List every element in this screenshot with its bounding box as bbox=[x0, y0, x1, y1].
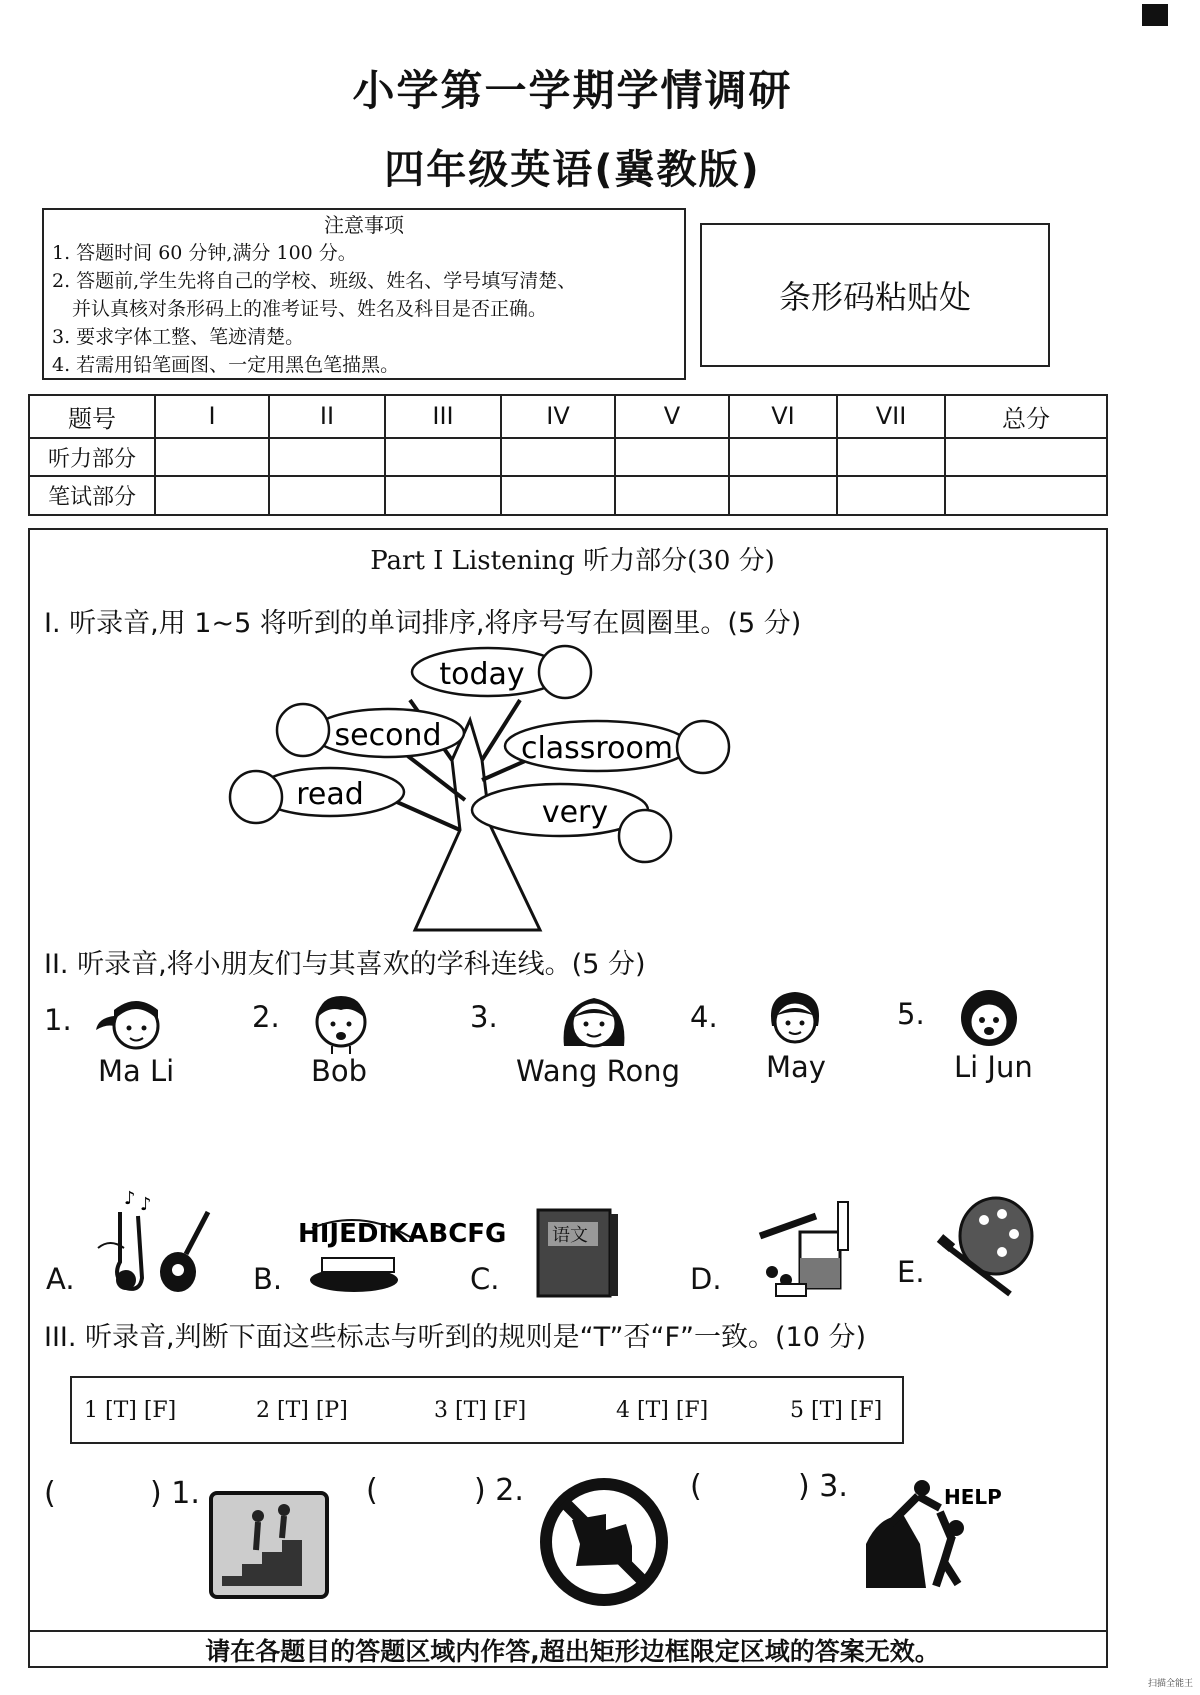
option-label: D. bbox=[690, 1262, 722, 1296]
letters-text: HIJEDIKABCFG bbox=[298, 1219, 507, 1249]
answer-circle[interactable] bbox=[277, 704, 329, 756]
score-header: III bbox=[385, 395, 501, 438]
tf-answer-option[interactable]: 3 [T] [F] bbox=[434, 1398, 527, 1423]
score-header: II bbox=[269, 395, 385, 438]
barcode-area bbox=[700, 223, 1050, 367]
notice-box bbox=[42, 208, 686, 380]
answer-circle[interactable] bbox=[677, 721, 729, 773]
kid-face-icon bbox=[556, 990, 632, 1056]
answer-item-label: ) 3. bbox=[798, 1469, 848, 1504]
score-cell[interactable] bbox=[385, 476, 501, 515]
no-stepping-sign-icon bbox=[536, 1474, 672, 1610]
score-header: I bbox=[155, 395, 269, 438]
question-1-prompt: I. 听录音,用 1~5 将听到的单词排序,将序号写在圆圈里。(5 分) bbox=[44, 608, 802, 639]
score-header: IV bbox=[501, 395, 615, 438]
art-palette-icon bbox=[938, 1190, 1038, 1300]
kid-face-icon bbox=[306, 990, 376, 1056]
word-second: second bbox=[334, 718, 442, 753]
english-letters-icon bbox=[292, 1188, 507, 1300]
footer-note: 请在各题目的答题区域内作答,超出矩形边框限定区域的答案无效。 bbox=[205, 1637, 940, 1666]
kid-name: Bob bbox=[311, 1054, 368, 1088]
score-cell[interactable] bbox=[269, 476, 385, 515]
answer-paren-open[interactable]: ( bbox=[44, 1476, 56, 1511]
score-header: VI bbox=[729, 395, 837, 438]
science-equipment-icon bbox=[756, 1196, 860, 1300]
score-header: VII bbox=[837, 395, 945, 438]
score-row-label: 听力部分 bbox=[29, 438, 155, 477]
score-header: 总分 bbox=[945, 395, 1107, 438]
kid-name: Ma Li bbox=[98, 1054, 175, 1088]
score-cell[interactable] bbox=[945, 476, 1107, 515]
page-subtitle: 四年级英语(冀教版) bbox=[384, 147, 761, 193]
page-title: 小学第一学期学情调研 bbox=[352, 66, 793, 115]
score-cell[interactable] bbox=[615, 476, 729, 515]
score-table bbox=[28, 394, 1108, 516]
kid-name: Wang Rong bbox=[516, 1054, 680, 1088]
score-cell[interactable] bbox=[269, 438, 385, 477]
kid-name: Li Jun bbox=[954, 1050, 1033, 1084]
kid-name: May bbox=[766, 1050, 826, 1084]
answer-item-label: ) 2. bbox=[474, 1473, 524, 1508]
answer-item-label: ) 1. bbox=[150, 1476, 200, 1511]
kid-number: 5. bbox=[897, 997, 925, 1031]
notice-item: 4. 若需用铅笔画图、一定用黑色笔描黑。 bbox=[52, 354, 400, 376]
score-cell[interactable] bbox=[837, 476, 945, 515]
score-cell[interactable] bbox=[155, 438, 269, 477]
score-cell[interactable] bbox=[501, 438, 615, 477]
kid-face-icon bbox=[760, 986, 830, 1052]
tf-answer-option[interactable]: 1 [T] [F] bbox=[84, 1398, 177, 1423]
score-header: 题号 bbox=[29, 395, 155, 438]
word-read: read bbox=[296, 777, 364, 812]
notice-item: 2. 答题前,学生先将自己的学校、班级、姓名、学号填写清楚、 bbox=[52, 270, 577, 292]
notice-item: 1. 答题时间 60 分钟,满分 100 分。 bbox=[52, 242, 357, 264]
tf-answer-option[interactable]: 5 [T] [F] bbox=[790, 1398, 883, 1423]
score-row-label: 笔试部分 bbox=[29, 476, 155, 515]
music-icon bbox=[90, 1188, 220, 1302]
score-cell[interactable] bbox=[837, 438, 945, 477]
answer-circle[interactable] bbox=[619, 810, 671, 862]
help-climbing-sign-icon bbox=[860, 1474, 1002, 1594]
svg-text:♪: ♪ bbox=[140, 1194, 152, 1215]
word-very: very bbox=[541, 795, 609, 830]
book-label: 语文 bbox=[552, 1225, 588, 1246]
help-label: HELP bbox=[944, 1485, 1002, 1509]
option-label: A. bbox=[46, 1262, 75, 1296]
answer-paren-open[interactable]: ( bbox=[690, 1469, 702, 1504]
option-label: B. bbox=[253, 1262, 283, 1296]
kid-number: 1. bbox=[44, 1003, 72, 1037]
notice-item: 并认真核对条形码上的准考证号、姓名及科目是否正确。 bbox=[72, 298, 548, 320]
svg-text:♪: ♪ bbox=[124, 1188, 136, 1209]
kid-number: 3. bbox=[470, 1000, 498, 1034]
score-cell[interactable] bbox=[729, 476, 837, 515]
score-cell[interactable] bbox=[385, 438, 501, 477]
kid-number: 4. bbox=[690, 1000, 718, 1034]
stairs-walk-sign-icon bbox=[208, 1490, 330, 1600]
word-today: today bbox=[439, 657, 525, 692]
answer-circle[interactable] bbox=[539, 646, 591, 698]
answer-paren-open[interactable]: ( bbox=[366, 1473, 378, 1508]
score-cell[interactable] bbox=[945, 438, 1107, 477]
kid-number: 2. bbox=[252, 1000, 280, 1034]
notice-item: 3. 要求字体工整、笔迹清楚。 bbox=[52, 326, 305, 348]
kid-face-icon bbox=[88, 996, 168, 1056]
corner-marker bbox=[1142, 4, 1168, 26]
score-cell[interactable] bbox=[501, 476, 615, 515]
option-label: E. bbox=[897, 1255, 925, 1289]
question-3-prompt: III. 听录音,判断下面这些标志与听到的规则是“T”否“F”一致。(10 分) bbox=[44, 1322, 867, 1353]
scanner-watermark: 扫描全能王 bbox=[1148, 1679, 1194, 1689]
score-cell[interactable] bbox=[155, 476, 269, 515]
tf-answer-option[interactable]: 2 [T] [P] bbox=[256, 1398, 348, 1423]
part-title: Part I Listening 听力部分(30 分) bbox=[370, 546, 775, 576]
tf-answer-box bbox=[70, 1376, 904, 1444]
notice-title: 注意事项 bbox=[324, 213, 404, 237]
barcode-label: 条形码粘贴处 bbox=[778, 278, 971, 316]
word-tree-illustration bbox=[220, 640, 760, 940]
score-header: V bbox=[615, 395, 729, 438]
chinese-book-icon bbox=[534, 1204, 624, 1300]
kid-face-icon bbox=[954, 984, 1024, 1050]
answer-circle[interactable] bbox=[230, 771, 282, 823]
word-classroom: classroom bbox=[520, 731, 674, 766]
question-2-prompt: II. 听录音,将小朋友们与其喜欢的学科连线。(5 分) bbox=[44, 949, 646, 980]
score-cell[interactable] bbox=[729, 438, 837, 477]
option-label: C. bbox=[470, 1262, 500, 1296]
score-cell[interactable] bbox=[615, 438, 729, 477]
tf-answer-option[interactable]: 4 [T] [F] bbox=[616, 1398, 709, 1423]
